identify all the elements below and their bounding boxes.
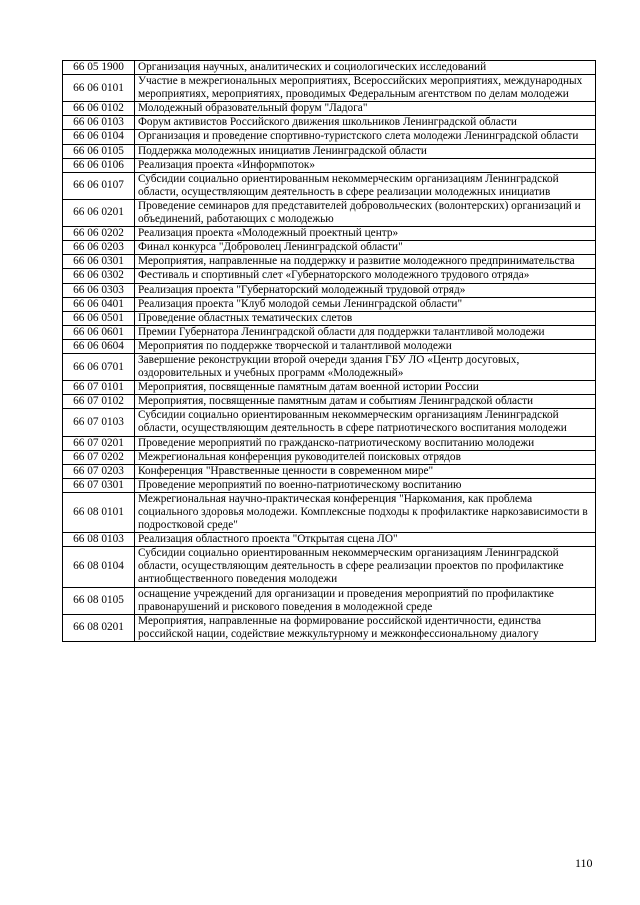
row-code: 66 06 0604 — [63, 339, 135, 353]
row-code: 66 07 0101 — [63, 381, 135, 395]
table-row — [63, 158, 596, 172]
table-row — [63, 325, 596, 339]
table-row — [63, 61, 596, 75]
row-code: 66 06 0203 — [63, 241, 135, 255]
row-description: Финал конкурса "Доброволец Ленинградской области" — [135, 241, 596, 255]
row-code: 66 06 0201 — [63, 199, 135, 226]
row-description: оснащение учреждений для организации и проведения мероприятий по профилактике правонарушений и рискового поведения в молодежной среде — [135, 587, 596, 614]
row-description: Мероприятия, направленные на формирование российской идентичности, единства российской нации, содействие межкультурному и межконфессиональному диалогу — [135, 614, 596, 641]
row-code: 66 06 0401 — [63, 297, 135, 311]
row-description: Мероприятия, посвященные памятным датам военной истории России — [135, 381, 596, 395]
table-row — [63, 478, 596, 492]
row-description: Субсидии социально ориентированным некоммерческим организациям Ленинградской области, осуществляющим деятельность в сфере реализации молодежных инициатив — [135, 172, 596, 199]
row-code: 66 07 0102 — [63, 395, 135, 409]
table-row — [63, 172, 596, 199]
table-row — [63, 339, 596, 353]
row-description: Мероприятия, направленные на поддержку и развитие молодежного предпринимательства — [135, 255, 596, 269]
page-number: 110 — [575, 856, 593, 870]
table-row — [63, 75, 596, 102]
row-description: Конференция "Нравственные ценности в современном мире" — [135, 464, 596, 478]
row-description: Участие в межрегиональных мероприятиях, Всероссийских мероприятиях, международных мероприятиях, мероприятиях, проводимых Федеральным агентством по делам молодежи — [135, 75, 596, 102]
row-code: 66 07 0202 — [63, 450, 135, 464]
table-row — [63, 255, 596, 269]
row-code: 66 06 0101 — [63, 75, 135, 102]
row-code: 66 06 0301 — [63, 255, 135, 269]
row-description: Форум активистов Российского движения школьников Ленинградской области — [135, 116, 596, 130]
table-body — [63, 61, 596, 642]
row-code: 66 06 0107 — [63, 172, 135, 199]
row-description: Поддержка молодежных инициатив Ленинградской области — [135, 144, 596, 158]
row-code: 66 08 0103 — [63, 533, 135, 547]
row-description: Мероприятия, посвященные памятным датам и событиям Ленинградской области — [135, 395, 596, 409]
row-code: 66 07 0301 — [63, 478, 135, 492]
row-description: Субсидии социально ориентированным некоммерческим организациям Ленинградской области, осуществляющим деятельность в сфере реализации проектов по профилактике антиобщественного поведения молодежи — [135, 547, 596, 587]
table-row — [63, 436, 596, 450]
table-row — [63, 144, 596, 158]
table-row — [63, 102, 596, 116]
table-row — [63, 492, 596, 532]
row-code: 66 06 0102 — [63, 102, 135, 116]
row-description: Межрегиональная научно-практическая конференция "Наркомания, как проблема социального здоровья молодежи. Комплексные подходы к профилактике наркозависимости в подростковой среде" — [135, 492, 596, 532]
table-row — [63, 587, 596, 614]
table-row — [63, 199, 596, 226]
row-code: 66 06 0302 — [63, 269, 135, 283]
row-code: 66 06 0103 — [63, 116, 135, 130]
row-code: 66 08 0201 — [63, 614, 135, 641]
row-code: 66 06 0105 — [63, 144, 135, 158]
table-row — [63, 547, 596, 587]
table-row — [63, 614, 596, 641]
row-description: Организация научных, аналитических и социологических исследований — [135, 61, 596, 75]
row-description: Завершение реконструкции второй очереди здания ГБУ ЛО «Центр досуговых, оздоровительных и учебных программ «Молодежный» — [135, 353, 596, 380]
row-description: Реализация проекта "Клуб молодой семьи Ленинградской области" — [135, 297, 596, 311]
row-code: 66 08 0104 — [63, 547, 135, 587]
row-description: Премии Губернатора Ленинградской области для поддержки талантливой молодежи — [135, 325, 596, 339]
row-description: Реализация проекта «Информпоток» — [135, 158, 596, 172]
row-description: Молодежный образовательный форум "Ладога" — [135, 102, 596, 116]
row-code: 66 05 1900 — [63, 61, 135, 75]
row-description: Проведение мероприятий по военно-патриотическому воспитанию — [135, 478, 596, 492]
table-row — [63, 353, 596, 380]
table-row — [63, 269, 596, 283]
row-code: 66 06 0104 — [63, 130, 135, 144]
row-description: Проведение областных тематических слетов — [135, 311, 596, 325]
table-row — [63, 311, 596, 325]
table-row — [63, 464, 596, 478]
row-code: 66 06 0106 — [63, 158, 135, 172]
row-code: 66 06 0501 — [63, 311, 135, 325]
table-row — [63, 116, 596, 130]
row-description: Реализация областного проекта "Открытая сцена ЛО" — [135, 533, 596, 547]
table-row — [63, 450, 596, 464]
table-row — [63, 381, 596, 395]
row-code: 66 06 0202 — [63, 227, 135, 241]
row-description: Межрегиональная конференция руководителей поисковых отрядов — [135, 450, 596, 464]
row-code: 66 07 0203 — [63, 464, 135, 478]
table-row — [63, 241, 596, 255]
row-description: Проведение мероприятий по гражданско-патриотическому воспитанию молодежи — [135, 436, 596, 450]
table-row — [63, 533, 596, 547]
row-code: 66 07 0103 — [63, 409, 135, 436]
row-description: Организация и проведение спортивно-туристского слета молодежи Ленинградской области — [135, 130, 596, 144]
table-row — [63, 409, 596, 436]
table-row — [63, 297, 596, 311]
budget-code-table — [62, 60, 596, 642]
row-description: Фестиваль и спортивный слет «Губернаторского молодежного трудового отряда» — [135, 269, 596, 283]
table-row — [63, 283, 596, 297]
row-code: 66 07 0201 — [63, 436, 135, 450]
row-description: Мероприятия по поддержке творческой и талантливой молодежи — [135, 339, 596, 353]
table-row — [63, 227, 596, 241]
row-description: Субсидии социально ориентированным некоммерческим организациям Ленинградской области, осуществляющим деятельность в сфере патриотического воспитания молодежи — [135, 409, 596, 436]
row-code: 66 06 0701 — [63, 353, 135, 380]
row-code: 66 06 0303 — [63, 283, 135, 297]
row-code: 66 08 0101 — [63, 492, 135, 532]
table-row — [63, 395, 596, 409]
table-row — [63, 130, 596, 144]
row-description: Реализация проекта "Губернаторский молодежный трудовой отряд» — [135, 283, 596, 297]
row-code: 66 08 0105 — [63, 587, 135, 614]
row-description: Реализация проекта «Молодежный проектный центр» — [135, 227, 596, 241]
row-code: 66 06 0601 — [63, 325, 135, 339]
row-description: Проведение семинаров для представителей добровольческих (волонтерских) организаций и объединений, работающих с молодежью — [135, 199, 596, 226]
